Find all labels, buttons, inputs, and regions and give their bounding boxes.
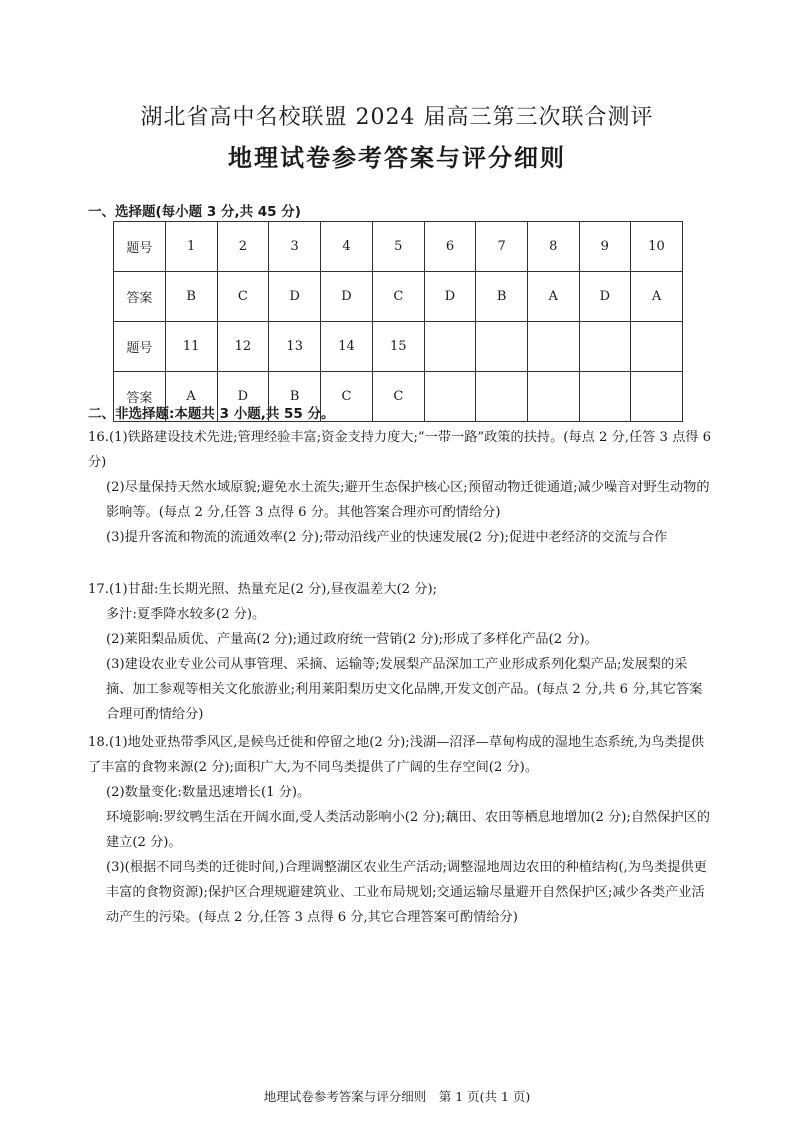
answer-table-cell	[527, 372, 579, 422]
answer-table-row-label: 答案	[114, 372, 166, 422]
answer-table-row	[114, 322, 683, 372]
answer-table-cell: 2	[217, 222, 269, 272]
answer-table-cell: 12	[217, 322, 269, 372]
answer-table-cell	[579, 372, 631, 422]
q16-part1: 16.(1)铁路建设技术先进;管理经验丰富;资金支持力度大;“一带一路”政策的扶持。(每点 2 分,任答 3 点得 6 分)	[88, 430, 712, 470]
q18-part2: (2)数量变化:数量迅速增长(1 分)。	[106, 785, 311, 800]
answer-table-cell	[631, 372, 683, 422]
q18-part2b: 环境影响:罗纹鸭生活在开阔水面,受人类活动影响小(2 分);藕田、农田等栖息地增加(2 分);自然保护区的建立(2 分)。	[106, 810, 710, 850]
answer-table-cell: C	[372, 372, 424, 422]
q18-part1: 18.(1)地处亚热带季风区,是候鸟迁徙和停留之地(2 分);浅湖—沼泽—草甸构成的湿地生态系统,为鸟类提供了丰富的食物来源(2 分);面积广大,为不同鸟类提供了广阔的生存空间(2 分)。	[88, 735, 705, 775]
answer-table-cell: 15	[372, 322, 424, 372]
q16-part3: (3)提升客流和物流的流通效率(2 分);带动沿线产业的快速发展(2 分);促进中老经济的交流与合作	[106, 530, 668, 545]
document-subtitle: 地理试卷参考答案与评分细则	[228, 144, 566, 172]
answer-table-cell: 8	[527, 222, 579, 272]
q16-part2: (2)尽量保持天然水域原貌;避免水土流失;避开生态保护核心区;预留动物迁徙通道;减少噪音对野生动物的影响等。(每点 2 分,任答 3 点得 6 分。其他答案合理亦可酌情给分)	[106, 480, 710, 520]
answer-table-cell: 6	[424, 222, 476, 272]
answer-table-row	[114, 222, 683, 272]
answer-table-cell: D	[579, 272, 631, 322]
section-heading-non-choice: 二、非选择题:本题共 3 小题,共 55 分。	[88, 406, 335, 422]
question-16	[88, 425, 712, 550]
answer-table-row-label: 题号	[114, 322, 166, 372]
answer-table-cell: A	[527, 272, 579, 322]
answer-table-cell: B	[165, 272, 217, 322]
q17-part3: (3)建设农业专业公司从事管理、采摘、运输等;发展梨产品深加工产业形成系列化梨产品;发展梨的采摘、加工参观等相关文化旅游业;利用莱阳梨历史文化品牌,开发文创产品。(每点 2 分,共 6 分,其它答案合理可酌情给分)	[106, 657, 703, 722]
answer-table-cell: 7	[476, 222, 528, 272]
answer-table-cell: 14	[321, 322, 373, 372]
answer-table-cell: D	[217, 372, 269, 422]
answer-table-cell: D	[424, 272, 476, 322]
answer-table-row-label: 题号	[114, 222, 166, 272]
answer-table-cell: A	[631, 272, 683, 322]
answer-table-cell	[424, 322, 476, 372]
answer-table-cell: 1	[165, 222, 217, 272]
page-footer: 地理试卷参考答案与评分细则 第 1 页(共 1 页)	[263, 1089, 531, 1104]
q17-part1b: 多汁:夏季降水较多(2 分)。	[106, 607, 266, 622]
answer-table-cell: B	[476, 272, 528, 322]
answer-table-cell: 5	[372, 222, 424, 272]
answer-table-cell: C	[321, 372, 373, 422]
q17-part1: 17.(1)甘甜:生长期光照、热量充足(2 分),昼夜温差大(2 分);	[88, 582, 438, 597]
answer-table-cell: A	[165, 372, 217, 422]
answer-table-cell: 9	[579, 222, 631, 272]
document-title: 湖北省高中名校联盟 2024 届高三第三次联合测评	[140, 105, 654, 130]
answer-table-row-label: 答案	[114, 272, 166, 322]
question-18	[88, 730, 712, 930]
answer-table-cell: D	[269, 272, 321, 322]
answer-table-cell: 3	[269, 222, 321, 272]
answer-table-cell	[476, 372, 528, 422]
question-17	[88, 577, 712, 727]
answer-table-cell	[631, 322, 683, 372]
answer-table-cell: 4	[321, 222, 373, 272]
answer-table-cell	[476, 322, 528, 372]
answer-table-cell	[424, 372, 476, 422]
q17-part2: (2)莱阳梨品质优、产量高(2 分);通过政府统一营销(2 分);形成了多样化产品(2 分)。	[106, 632, 598, 647]
answer-table-cell: B	[269, 372, 321, 422]
answer-table-cell: D	[321, 272, 373, 322]
answer-table-cell: 10	[631, 222, 683, 272]
answer-table-cell: C	[217, 272, 269, 322]
answer-table-cell: 11	[165, 322, 217, 372]
answer-table-cell	[527, 322, 579, 372]
answer-table	[113, 221, 683, 422]
answer-table-cell	[579, 322, 631, 372]
answer-table-row	[114, 272, 683, 322]
q18-part3: (3)(根据不同鸟类的迁徙时间,)合理调整湖区农业生产活动;调整湿地周边农田的种植结构(,为鸟类提供更丰富的食物资源);保护区合理规避建筑业、工业布局规划;交通运输尽量避开自然保护区;减少各类产业活动产生的污染。(每点 2 分,任答 3 点得 6 分,其它合理答案可酌情给分)	[106, 860, 707, 925]
answer-table-cell: 13	[269, 322, 321, 372]
section-heading-choice: 一、选择题(每小题 3 分,共 45 分)	[88, 204, 301, 220]
answer-table-cell: C	[372, 272, 424, 322]
